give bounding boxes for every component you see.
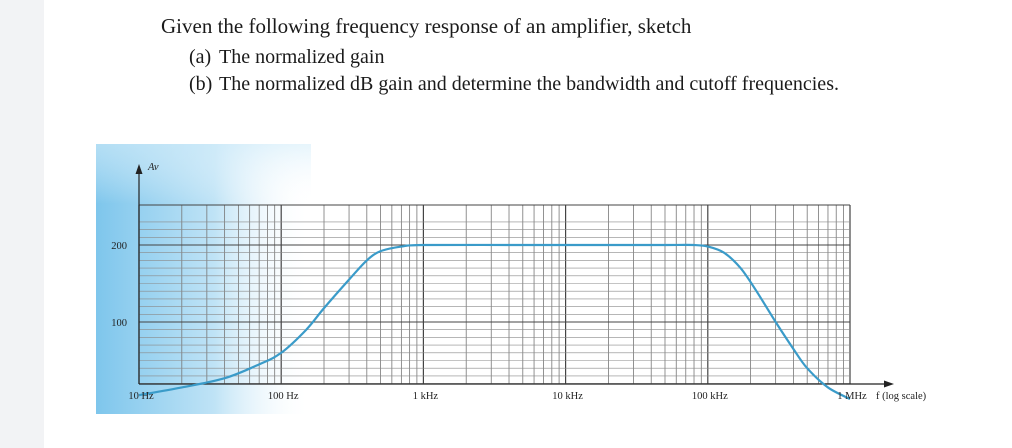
x-tick-label: 10 Hz [128,391,154,402]
y-axis-label: Av [148,162,159,173]
x-tick-label: 1 MHz [837,391,867,402]
question-intro: Given the following frequency response of an amplifier, sketch [161,14,692,38]
part-a-text: The normalized gain [219,46,385,68]
x-tick-label: 100 kHz [691,391,728,402]
part-a-label: (a) [189,46,212,68]
y-tick-label: 100 [111,318,127,329]
part-b-label: (b) [189,73,213,95]
x-tick-label: 1 kHz [412,391,439,402]
part-b-text: The normalized dB gain and determine the bandwidth and cutoff frequencies. [219,73,839,95]
x-axis-arrowhead [884,381,894,388]
x-tick-label: 100 Hz [267,391,299,402]
x-tick-label: 10 kHz [552,391,583,402]
chart-background-top [96,144,311,204]
x-axis-label: f (log scale) [876,391,927,402]
y-tick-label: 200 [111,241,127,252]
